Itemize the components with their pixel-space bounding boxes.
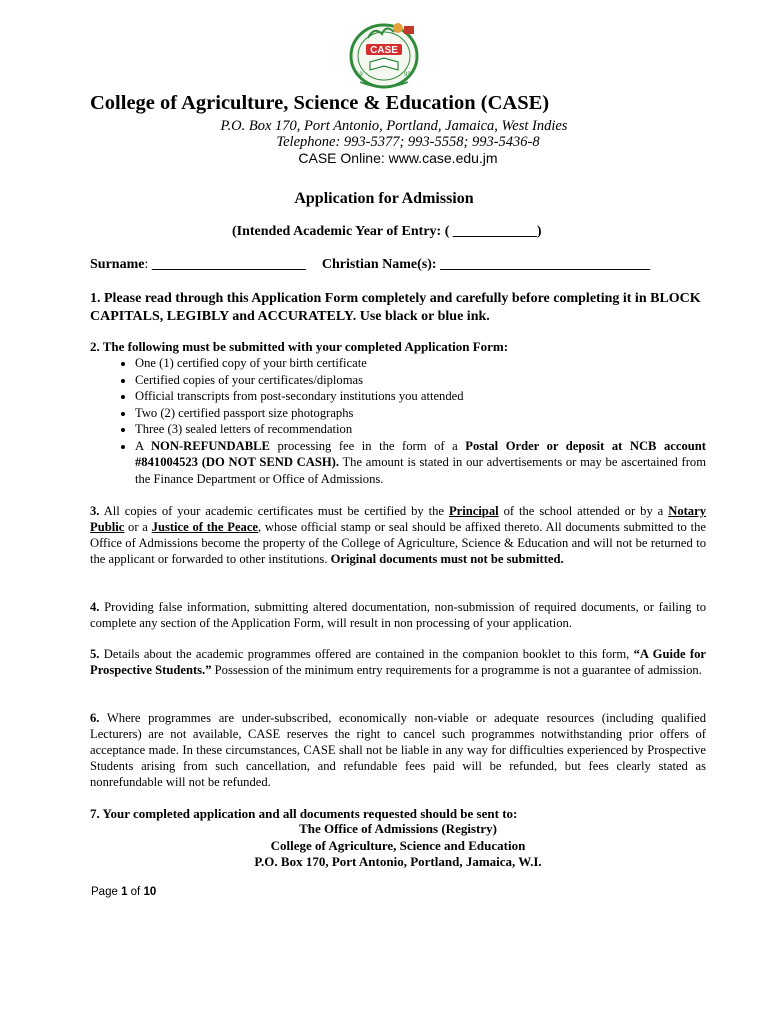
website-line: CASE Online: www.case.edu.jm — [298, 150, 498, 166]
fee-text-c: processing fee in the form of a — [269, 438, 466, 453]
p5-text-c: Possession of the minimum entry requirements for a programme is not a guarantee of admission. — [211, 663, 702, 677]
page-number — [91, 886, 156, 898]
instruction-4 — [90, 599, 706, 631]
mailing-address — [0, 821, 768, 871]
list-item: • Certified copies of your certificates/diplomas — [135, 372, 706, 389]
page-total: 10 — [143, 886, 157, 898]
instruction-1: 1. Please read through this Application Form completely and carefully before completing it in BLOCK CAPITALS, LEGIBLY and ACCURATELY. Use black or blue ink. — [90, 291, 701, 324]
p3-justice: Justice of the Peace — [151, 520, 259, 534]
college-title: College of Agriculture, Science & Education (CASE) — [90, 92, 550, 114]
instruction-5 — [90, 646, 706, 678]
p3-text-d: , whose official stamp or seal should be affixed thereto. All documents submitted to the Office of Admissions become the property of the College of Agriculture, Science & Education and will not be returned to the applicant or forwarded to other institutions. — [90, 520, 706, 566]
form-heading: Application for Admission — [294, 190, 474, 207]
fee-text-a: A — [135, 438, 151, 453]
of-word: of — [127, 886, 144, 898]
intended-year-field[interactable]: (Intended Academic Year of Entry: ( ____________) — [232, 224, 542, 239]
surname-label: Surname — [90, 257, 145, 272]
list-item: • Three (3) sealed letters of recommendation — [135, 421, 706, 438]
telephone-numbers: Telephone: 993-5377; 993-5558; 993-5436-8 — [276, 134, 540, 150]
p3-number: 3. — [90, 504, 100, 518]
p5-guide-title: “A Guide for Prospective Students.” — [90, 647, 706, 677]
p3-notary: Notary Public — [90, 504, 706, 534]
address-line: The Office of Admissions (Registry) — [299, 821, 497, 836]
christian-name-blank[interactable]: ______________________________ — [440, 257, 651, 272]
p4-number: 4. — [90, 600, 100, 614]
p4-text: Providing false information, submitting altered documentation, non-submission of required documents, or failing to complete any section of the Application Form, will result in non processing of your application. — [90, 600, 706, 630]
p5-number: 5. — [90, 647, 100, 661]
logo-text: CASE — [370, 45, 398, 56]
p3-text-c: or a — [124, 520, 152, 534]
p5-text-a: Details about the academic programmes offered are contained in the companion booklet to this form, — [99, 647, 634, 661]
p3-original-docs: Original documents must not be submitted. — [330, 552, 564, 566]
list-item: • Two (2) certified passport size photographs — [135, 405, 706, 422]
list-item: • One (1) certified copy of your birth certificate — [135, 355, 706, 372]
page-current: 1 — [121, 886, 128, 898]
logo-year-left: 19 — [356, 72, 363, 78]
surname-blank[interactable]: ______________________ — [151, 257, 306, 272]
instruction-2-heading: 2. The following must be submitted with your completed Application Form: — [90, 339, 509, 354]
list-item-fee — [135, 438, 706, 488]
address-line: College of Agriculture, Science and Education — [270, 837, 526, 853]
instruction-3 — [90, 503, 706, 567]
case-logo — [338, 18, 430, 92]
name-fields: Surname: ______________________ Christian Name(s): ______________________________ — [90, 257, 651, 272]
logo-year-right: 93 — [404, 72, 411, 78]
required-documents-list — [90, 355, 706, 487]
address-line: P.O. Box 170, Port Antonio, Portland, Jamaica, W.I. — [254, 854, 542, 869]
fee-account: Postal Order or deposit at NCB account #841004523 (DO NOT SEND CASH). — [135, 438, 706, 469]
p6-number: 6. — [90, 711, 100, 725]
p3-principal: Principal — [448, 504, 499, 518]
page-word: Page — [91, 886, 122, 898]
instruction-7-heading: 7. Your completed application and all documents requested should be sent to: — [90, 806, 518, 821]
list-item: • Official transcripts from post-secondary institutions you attended — [135, 388, 706, 405]
p6-text: Where programmes are under-subscribed, economically non-viable or adequate resources (including qualified Lecturers) are not available, CASE reserves the right to cancel such programmes notwithstanding prior offers of acceptance made. In these circumstances, CASE shall not be liable in any way for difficulties experienced by Prospective Students arising from such cancellation, and refundable fees paid will be refunded, but fees clearly stated as nonrefundable will not be refunded. — [90, 711, 706, 789]
p3-text-b: of the school attended or by a — [498, 504, 669, 518]
fee-text-e: The amount is stated in our advertisements or may be ascertained from the Finance Department or Office of Admissions. — [135, 455, 706, 486]
fee-nonrefundable: NON-REFUNDABLE — [150, 438, 270, 453]
christian-name-label: Christian Name(s): — [321, 257, 441, 272]
instruction-6 — [90, 710, 706, 790]
p3-text-a: All copies of your academic certificates must be certified by the — [99, 504, 449, 518]
postal-address: P.O. Box 170, Port Antonio, Portland, Jamaica, West Indies — [220, 118, 568, 134]
